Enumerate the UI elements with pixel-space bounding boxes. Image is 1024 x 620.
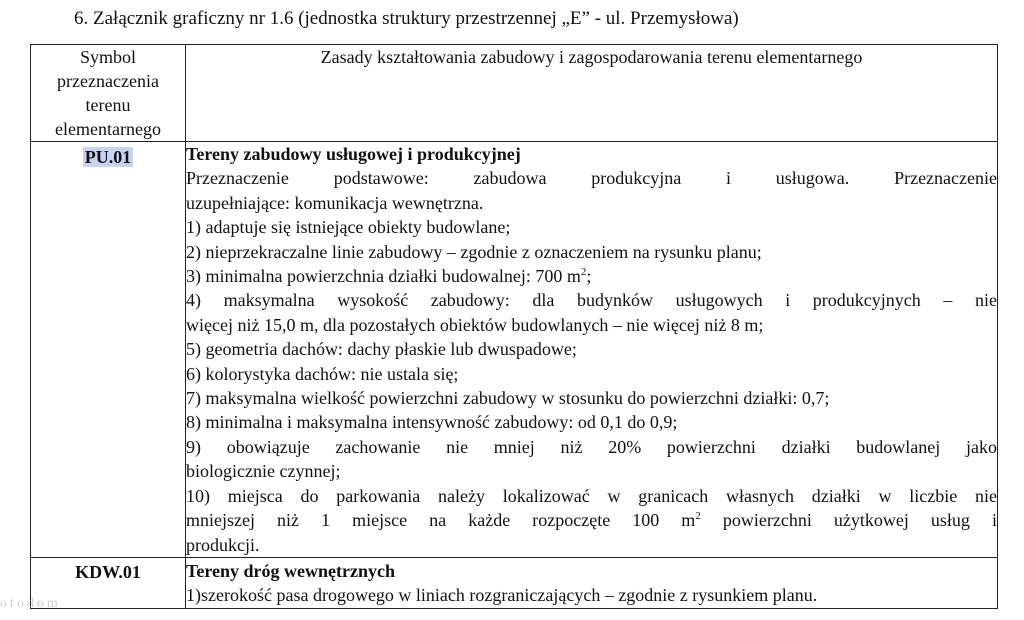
table-row-kdw01 bbox=[31, 557, 998, 608]
symbol-column-header bbox=[31, 45, 186, 142]
rules-cell bbox=[186, 557, 998, 608]
rule-line bbox=[186, 264, 997, 288]
row-title: Tereny zabudowy usługowej i produkcyjnej bbox=[186, 144, 521, 164]
rule-line: 5) geometria dachów: dachy płaskie lub dwuspadowe; bbox=[186, 339, 577, 360]
rule-text: 3) minimalna powierzchnia działki budowalnej: 700 m bbox=[186, 266, 581, 287]
table-header-row bbox=[31, 45, 998, 142]
rule-line: 2) nieprzekraczalne linie zabudowy – zgodnie z oznaczeniem na rysunku planu; bbox=[186, 241, 762, 262]
rule-text-end: powierzchni użytkowej usług i bbox=[700, 510, 997, 531]
table-row-pu01 bbox=[31, 142, 998, 558]
rule-line: 9) obowiązuje zachowanie nie mniej niż 20% powierzchni działki budowlanej jako bbox=[186, 436, 997, 457]
rule-line: 4) maksymalna wysokość zabudowy: dla budynków usługowych i produkcyjnych – nie bbox=[186, 290, 997, 311]
rule-line bbox=[186, 508, 997, 532]
superscript: 2 bbox=[580, 266, 587, 279]
symbol-cell bbox=[31, 142, 186, 558]
row-title: Tereny dróg wewnętrznych bbox=[186, 560, 395, 581]
rule-line: 8) minimalna i maksymalna intensywność zabudowy: od 0,1 do 0,9; bbox=[186, 412, 678, 433]
rule-line: więcej niż 15,0 m, dla pozostałych obiektów budowlanych – nie więcej niż 8 m; bbox=[186, 314, 764, 335]
rules-cell bbox=[186, 142, 998, 558]
header-line: terenu bbox=[85, 95, 131, 115]
symbol-kdw01: KDW.01 bbox=[75, 561, 141, 582]
symbol-pu01: PU.01 bbox=[84, 147, 132, 167]
watermark: otodom bbox=[0, 596, 61, 611]
header-line: elementarnego bbox=[55, 119, 161, 139]
rule-line: 1)szerokość pasa drogowego w liniach rozgraniczających – zgodnie z rysunkiem planu. bbox=[186, 585, 818, 606]
zoning-table bbox=[30, 44, 998, 609]
rule-line: 10) miejsca do parkowania należy lokalizować w granicach własnych działki w liczbie nie bbox=[186, 485, 997, 506]
rule-line: produkcji. bbox=[186, 534, 260, 555]
rule-line: uzupełniające: komunikacja wewnętrzna. bbox=[186, 192, 484, 213]
superscript: 2 bbox=[695, 510, 701, 523]
rules-column-header: Zasady kształtowania zabudowy i zagospodarowania terenu elementarnego bbox=[186, 45, 998, 142]
header-line: Symbol bbox=[79, 47, 136, 67]
rule-text-end: ; bbox=[586, 266, 592, 287]
rule-line: 1) adaptuje się istniejące obiekty budowlane; bbox=[186, 217, 511, 238]
header-line: przeznaczenia bbox=[57, 71, 159, 91]
rule-line: Przeznaczenie podstawowe: zabudowa produkcyjna i usługowa. Przeznaczenie bbox=[186, 168, 997, 189]
rule-line: 7) maksymalna wielkość powierzchni zabudowy w stosunku do powierzchni działki: 0,7; bbox=[186, 388, 830, 409]
rule-line: 6) kolorystyka dachów: nie ustala się; bbox=[186, 363, 459, 384]
rule-text: mniejszej niż 1 miejsce na każde rozpoczęte 100 m bbox=[186, 510, 696, 531]
rule-line: biologicznie czynnej; bbox=[186, 461, 341, 482]
document-heading: 6. Załącznik graficzny nr 1.6 (jednostka struktury przestrzennej „E” - ul. Przemysłowa) bbox=[74, 8, 739, 29]
